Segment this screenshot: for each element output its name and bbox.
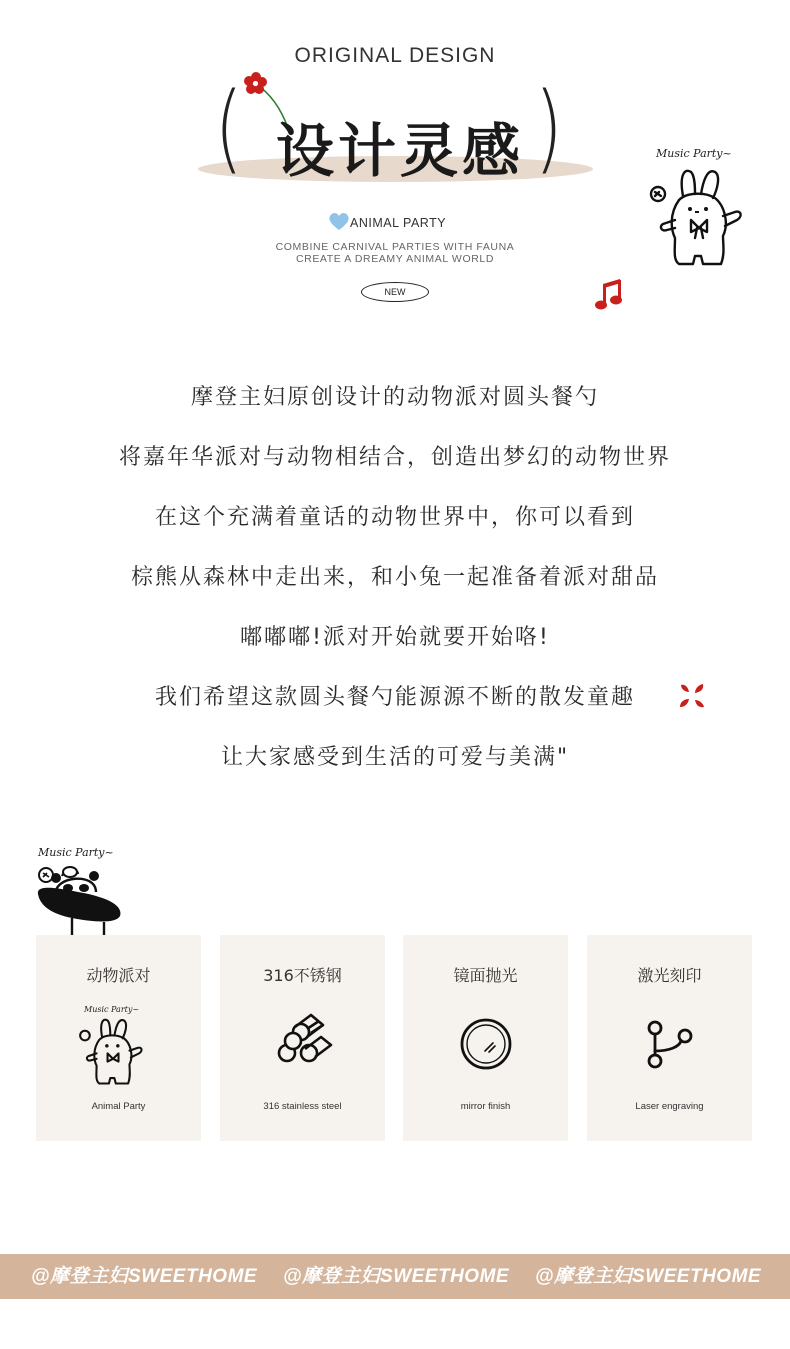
mirror-icon <box>459 1017 513 1071</box>
doodle-caption: Music Party~ <box>656 147 732 160</box>
section-subtitle: ORIGINAL DESIGN <box>294 44 496 67</box>
music-note-icon <box>594 278 624 312</box>
feature-title: 镜面抛光 <box>453 966 518 985</box>
feature-caption: Animal Party <box>91 1101 146 1112</box>
feature-caption: mirror finish <box>460 1101 511 1112</box>
watermark-text: @摩登主妇SWEETHOME <box>31 1266 258 1287</box>
intro-line-5: 嘟嘟嘟!派对开始就要开始咯! <box>240 625 550 650</box>
bunny-icon <box>645 164 750 272</box>
title-paren-left: ( <box>214 72 243 184</box>
feature-card-animal-party <box>36 935 201 1141</box>
heart-icon <box>328 211 350 231</box>
watermark-band <box>0 1254 790 1299</box>
steel-rods-icon <box>273 1011 333 1071</box>
feature-card-steel <box>220 935 385 1141</box>
tagline-line-2: CREATE A DREAMY ANIMAL WORLD <box>295 253 495 265</box>
intro-line-7: 让大家感受到生活的可爱与美满" <box>220 745 570 770</box>
feature-caption: Laser engraving <box>635 1101 704 1112</box>
feature-title: 激光刻印 <box>637 966 702 985</box>
page-title: 设计灵感 <box>275 117 524 185</box>
features-doodle-caption: Music Party~ <box>38 846 114 859</box>
intro-line-6: 我们希望这款圆头餐勺能源源不断的散发童趣 <box>154 685 635 710</box>
new-badge: NEW <box>361 282 429 302</box>
feature-title: 316不锈钢 <box>263 966 342 985</box>
intro-line-4: 棕熊从森林中走出来，和小兔一起准备着派对甜品 <box>130 565 659 590</box>
watermark-text: @摩登主妇SWEETHOME <box>283 1266 510 1287</box>
watermark-text: @摩登主妇SWEETHOME <box>535 1266 762 1287</box>
laser-path-icon <box>645 1019 695 1071</box>
tagline-line-1: COMBINE CARNIVAL PARTIES WITH FAUNA <box>275 241 515 253</box>
feature-card-mirror <box>403 935 568 1141</box>
intro-line-2: 将嘉年华派对与动物相结合，创造出梦幻的动物世界 <box>118 445 671 470</box>
card-doodle-caption: Music Party~ <box>84 1005 140 1014</box>
bunny-icon <box>76 1015 148 1089</box>
title-paren-right: ) <box>534 72 563 184</box>
intro-line-1: 摩登主妇原创设计的动物派对圆头餐勺 <box>190 385 599 410</box>
feature-card-laser <box>587 935 752 1141</box>
feature-title: 动物派对 <box>86 966 151 985</box>
animal-party-label: ANIMAL PARTY <box>350 216 447 230</box>
intro-line-3: 在这个充满着童话的动物世界中，你可以看到 <box>154 505 635 530</box>
sparkle-icon <box>677 681 707 711</box>
panda-icon <box>32 862 127 938</box>
feature-caption: 316 stainless steel <box>263 1101 342 1112</box>
